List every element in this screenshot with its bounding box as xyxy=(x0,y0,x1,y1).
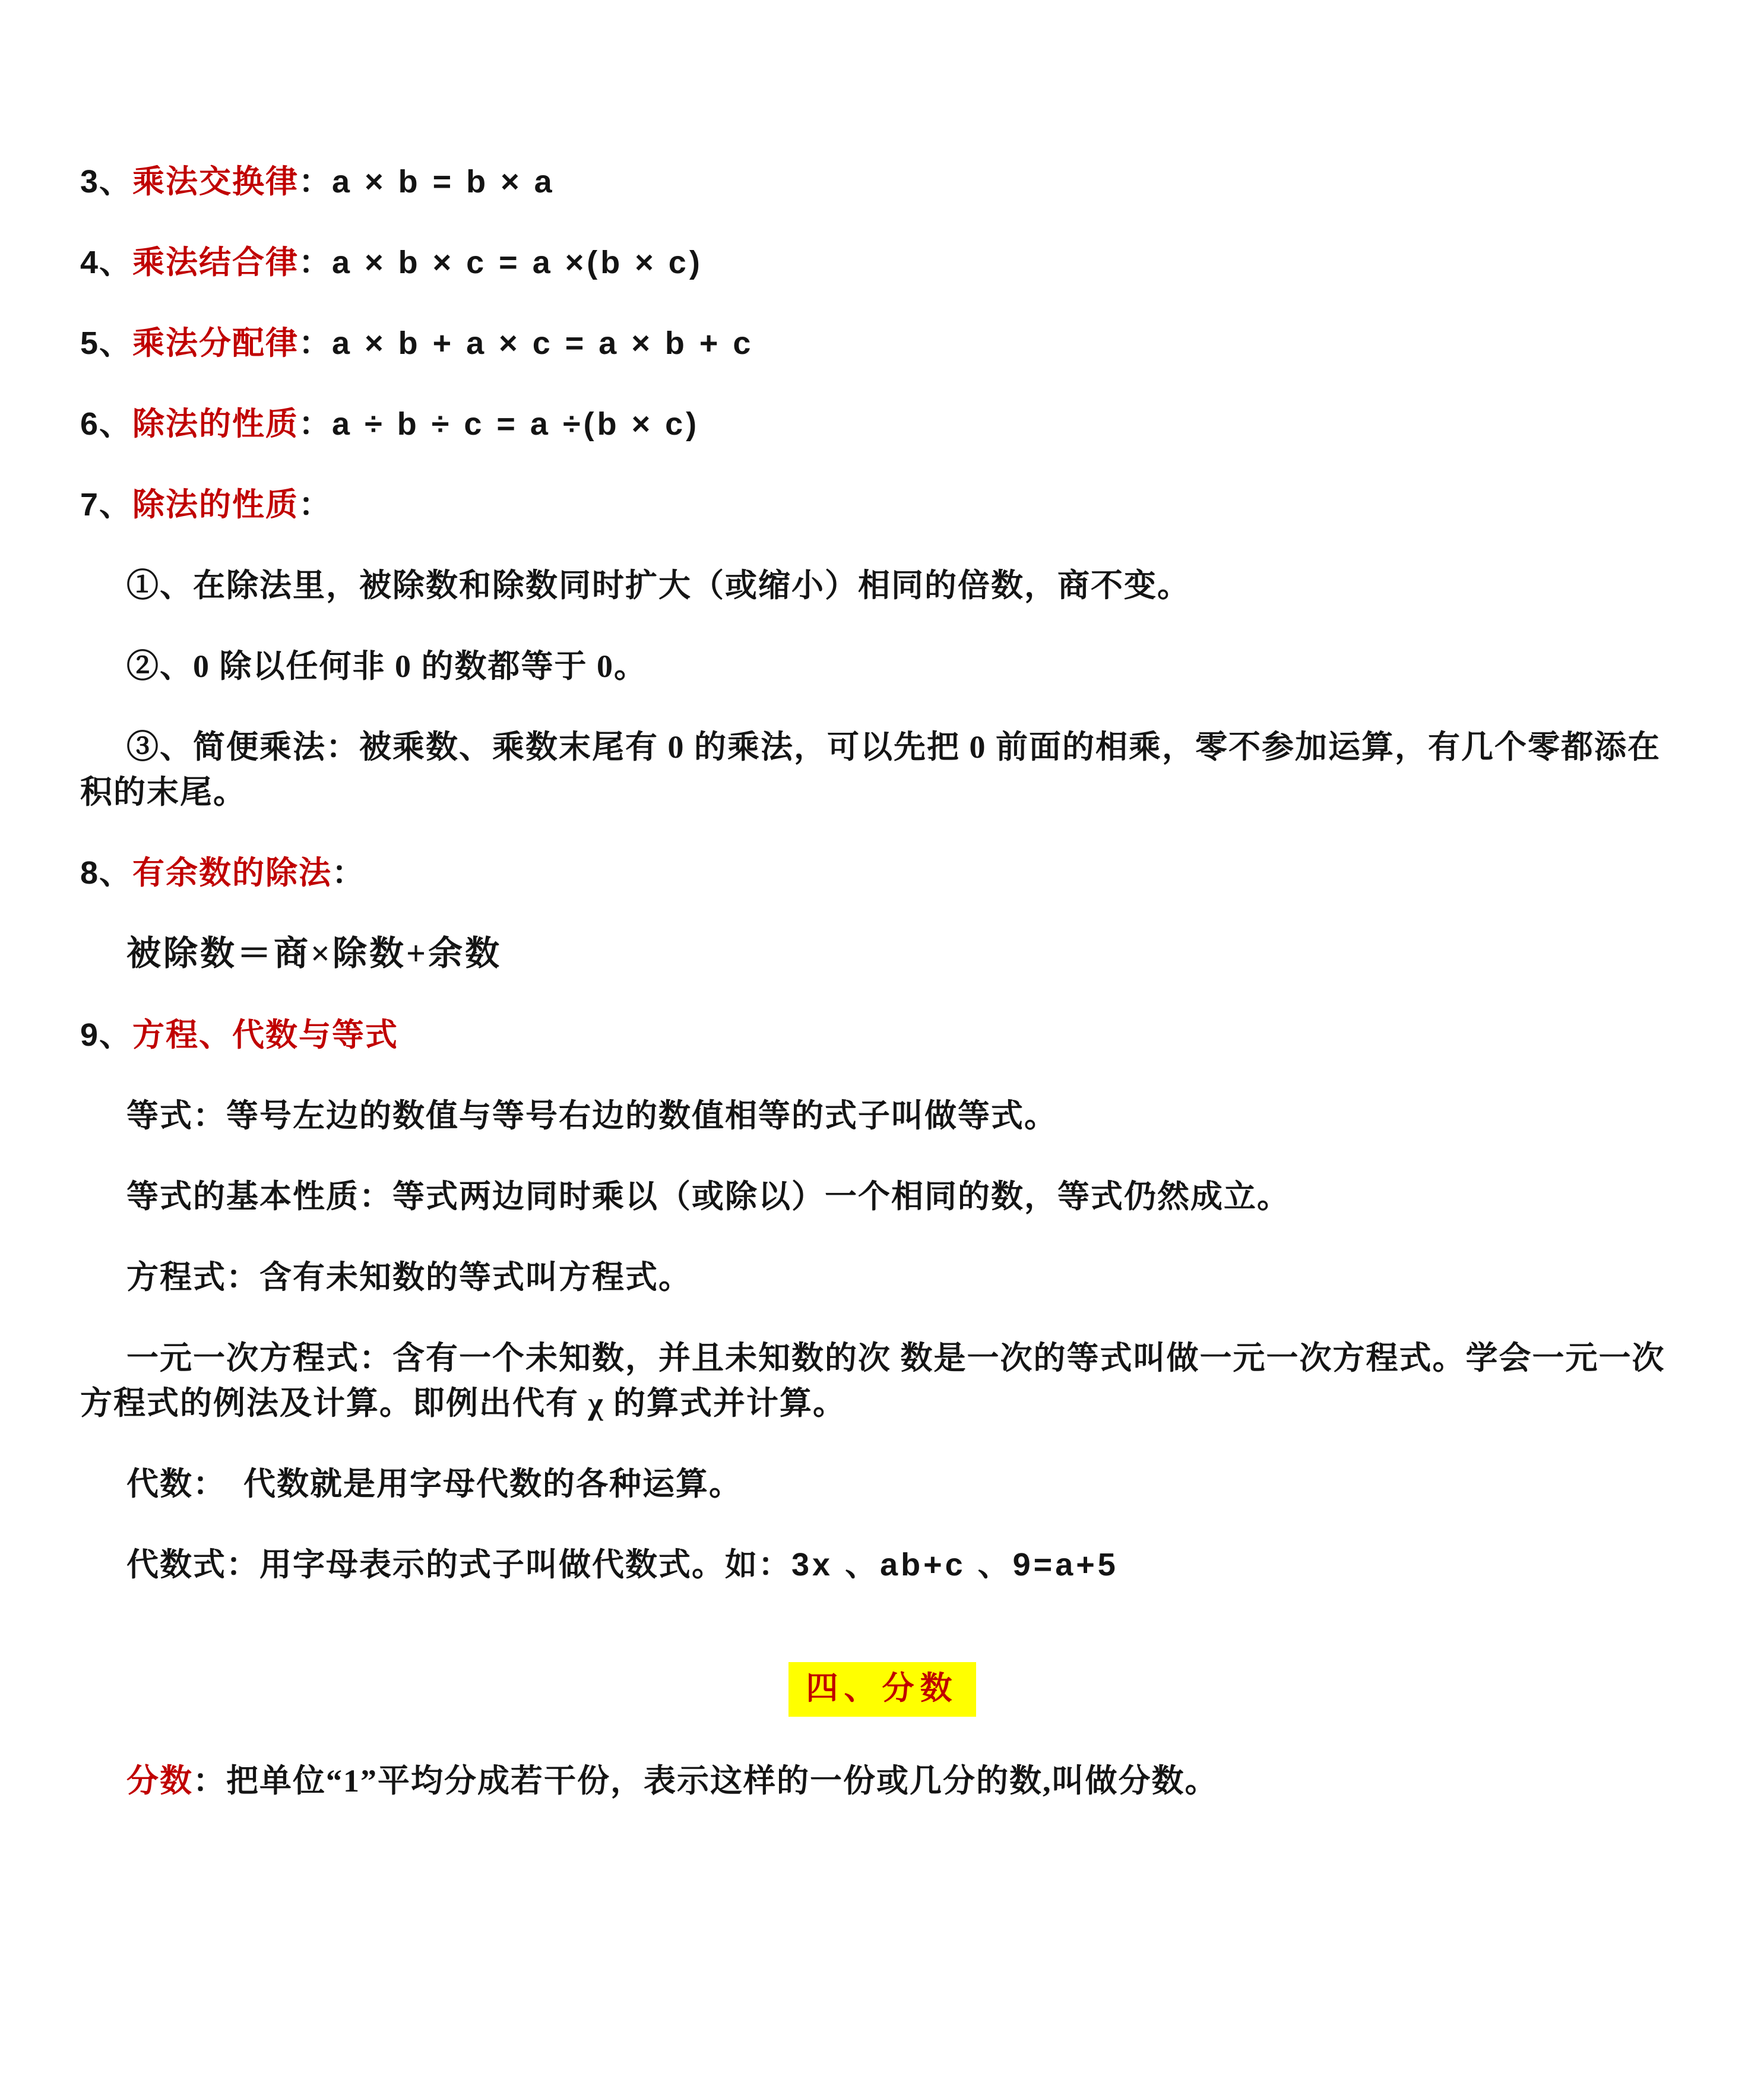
red-run: 除法的性质 xyxy=(132,406,299,442)
red-run: 方程、代数与等式 xyxy=(132,1017,399,1053)
item-7 xyxy=(80,482,1684,527)
def-equality-property xyxy=(80,1174,1684,1219)
item-8 xyxy=(80,850,1684,895)
text-strong-run: 被除数＝商×除数+余数 xyxy=(126,934,502,973)
text-run: ③、简便乘法：被乘数、乘数末尾有 0 的乘法，可以先把 0 前面的相乘，零不参加运算，有几个零都添在积的末尾。 xyxy=(80,729,1661,810)
red-run: 乘法结合律 xyxy=(132,245,299,280)
text-run: 一元一次方程式：含有一个未知数，并且未知数的次 数是一次的等式叫做一元一次方程式。学会一元一次方程式的例法及计算。即例出代有 χ 的算式并计算。 xyxy=(80,1340,1665,1421)
label-run: ： xyxy=(332,855,366,891)
def-linear-equation xyxy=(80,1336,1684,1426)
label-run: 8、 xyxy=(80,855,133,891)
text-run: 等式：等号左边的数值与等号右边的数值相等的式子叫做等式。 xyxy=(126,1098,1057,1134)
label-run: ： xyxy=(299,325,332,361)
text-run: ②、0 除以任何非 0 的数都等于 0。 xyxy=(126,648,647,684)
item-6 xyxy=(80,401,1684,447)
red-highlight-run: 四、分数 xyxy=(788,1662,976,1717)
formula-run: a ÷ b ÷ c = a ÷(b × c) xyxy=(332,406,700,442)
red-run: 乘法交换律 xyxy=(132,164,299,200)
sub-item-1 xyxy=(80,563,1684,608)
item-5 xyxy=(80,321,1684,366)
label-run: ： xyxy=(299,164,332,200)
def-equality xyxy=(80,1093,1684,1138)
item-3 xyxy=(80,159,1684,204)
label-run: 6、 xyxy=(80,406,133,442)
item-9 xyxy=(80,1012,1684,1058)
document-body xyxy=(80,159,1684,1803)
formula-run: 3x 、ab+c 、9=a+5 xyxy=(791,1547,1119,1583)
text-run: 等式的基本性质：等式两边同时乘以（或除以）一个相同的数，等式仍然成立。 xyxy=(126,1179,1290,1214)
red-run: 有余数的除法 xyxy=(132,855,332,891)
def-equation xyxy=(80,1255,1684,1300)
def-algebraic-expression xyxy=(80,1542,1684,1587)
red-run: 除法的性质 xyxy=(132,487,299,523)
formula-run: a × b = b × a xyxy=(332,164,555,200)
sub-item-3 xyxy=(80,724,1684,815)
text-run: 代数式：用字母表示的式子叫做代数式。如： xyxy=(126,1547,791,1583)
label-run: 7、 xyxy=(80,487,133,523)
formula-run: a × b + a × c = a × b + c xyxy=(332,325,754,361)
text-run: ：把单位“1”平均分成若干份，表示这样的一份或几分的数,叫做分数。 xyxy=(193,1763,1218,1799)
section-title-fractions xyxy=(80,1666,1684,1711)
text-run: 方程式：含有未知数的等式叫方程式。 xyxy=(126,1259,692,1295)
red-run: 乘法分配律 xyxy=(132,325,299,361)
label-run: 3、 xyxy=(80,164,133,200)
text-run: ①、在除法里，被除数和除数同时扩大（或缩小）相同的倍数，商不变。 xyxy=(126,568,1190,603)
def-algebra xyxy=(80,1461,1684,1507)
text-run: 代数： 代数就是用字母代数的各种运算。 xyxy=(126,1466,742,1502)
remainder-formula xyxy=(80,931,1684,977)
label-run: ： xyxy=(299,487,332,523)
label-run: 9、 xyxy=(80,1017,133,1053)
red-run: 分数 xyxy=(126,1763,193,1799)
formula-run: a × b × c = a ×(b × c) xyxy=(332,245,703,280)
label-run: ： xyxy=(299,406,332,442)
label-run: 4、 xyxy=(80,245,133,280)
def-fraction xyxy=(80,1758,1684,1803)
sub-item-2 xyxy=(80,644,1684,689)
label-run: 5、 xyxy=(80,325,133,361)
item-4 xyxy=(80,240,1684,285)
label-run: ： xyxy=(299,245,332,280)
